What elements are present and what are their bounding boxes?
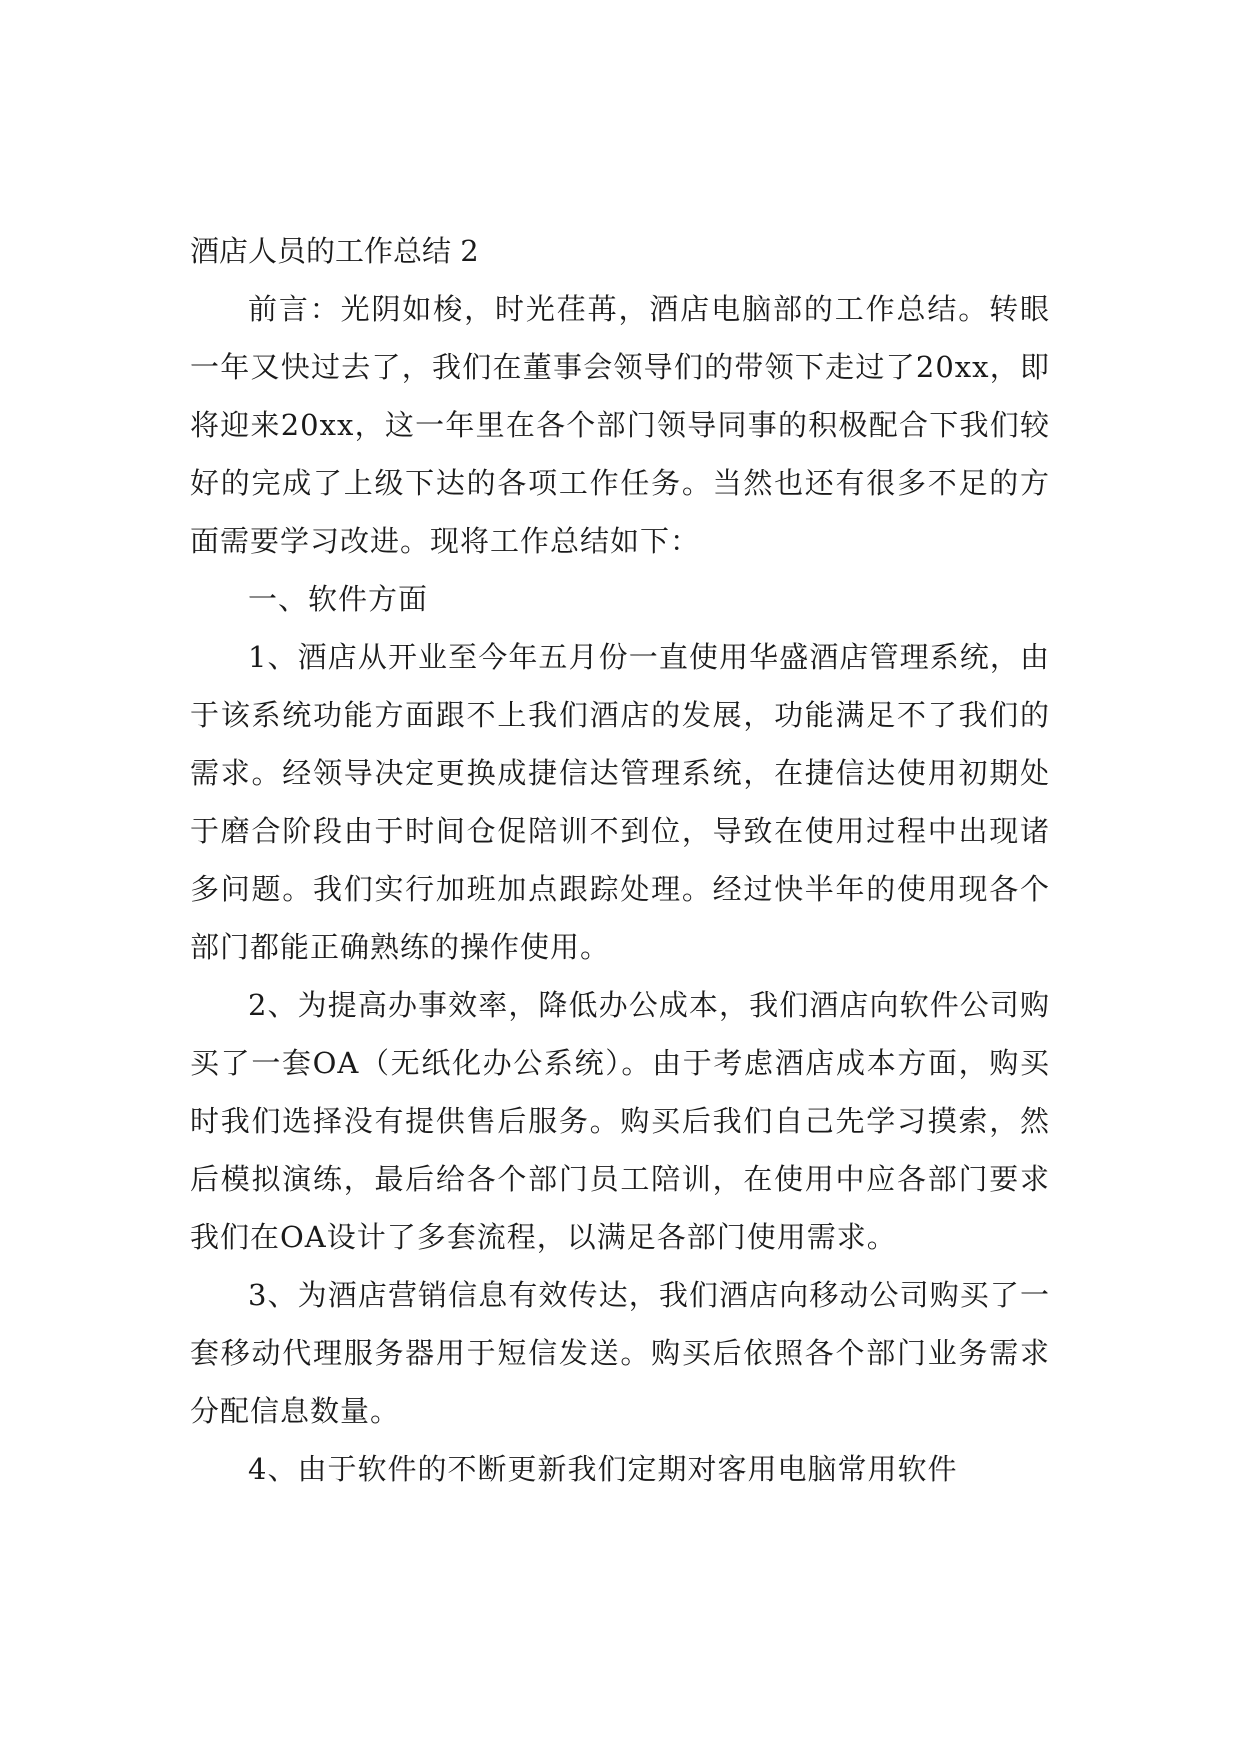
document-title: 酒店人员的工作总结 2 [190,234,479,268]
paragraph-item-3: 3、为酒店营销信息有效传达，我们酒店向移动公司购买了一套移动代理服务器用于短信发送。购买后依照各个部门业务需求分配信息数量。 [190,1278,1050,1428]
document-body [190,222,1050,1498]
paragraph-item-4: 4、由于软件的不断更新我们定期对客用电脑常用软件 [248,1452,958,1486]
section-heading-software: 一、软件方面 [248,582,429,616]
paragraph-item-1: 1、酒店从开业至今年五月份一直使用华盛酒店管理系统，由于该系统功能方面跟不上我们酒店的发展，功能满足不了我们的需求。经领导决定更换成捷信达管理系统，在捷信达使用初期处于磨合阶段由于时间仓促陪训不到位，导致在使用过程中出现诸多问题。我们实行加班加点跟踪处理。经过快半年的使用现各个部门都能正确熟练的操作使用。 [190,640,1050,964]
intro-paragraph: 前言：光阴如梭，时光荏苒，酒店电脑部的工作总结。转眼一年又快过去了，我们在董事会领导们的带领下走过了20xx，即将迎来20xx，这一年里在各个部门领导同事的积极配合下我们较好的完成了上级下达的各项工作任务。当然也还有很多不足的方面需要学习改进。现将工作总结如下： [190,292,1050,558]
paragraph-item-2: 2、为提高办事效率，降低办公成本，我们酒店向软件公司购买了一套OA（无纸化办公系统）。由于考虑酒店成本方面，购买时我们选择没有提供售后服务。购买后我们自己先学习摸索，然后模拟演练，最后给各个部门员工陪训，在使用中应各部门要求我们在OA设计了多套流程，以满足各部门使用需求。 [190,988,1050,1254]
